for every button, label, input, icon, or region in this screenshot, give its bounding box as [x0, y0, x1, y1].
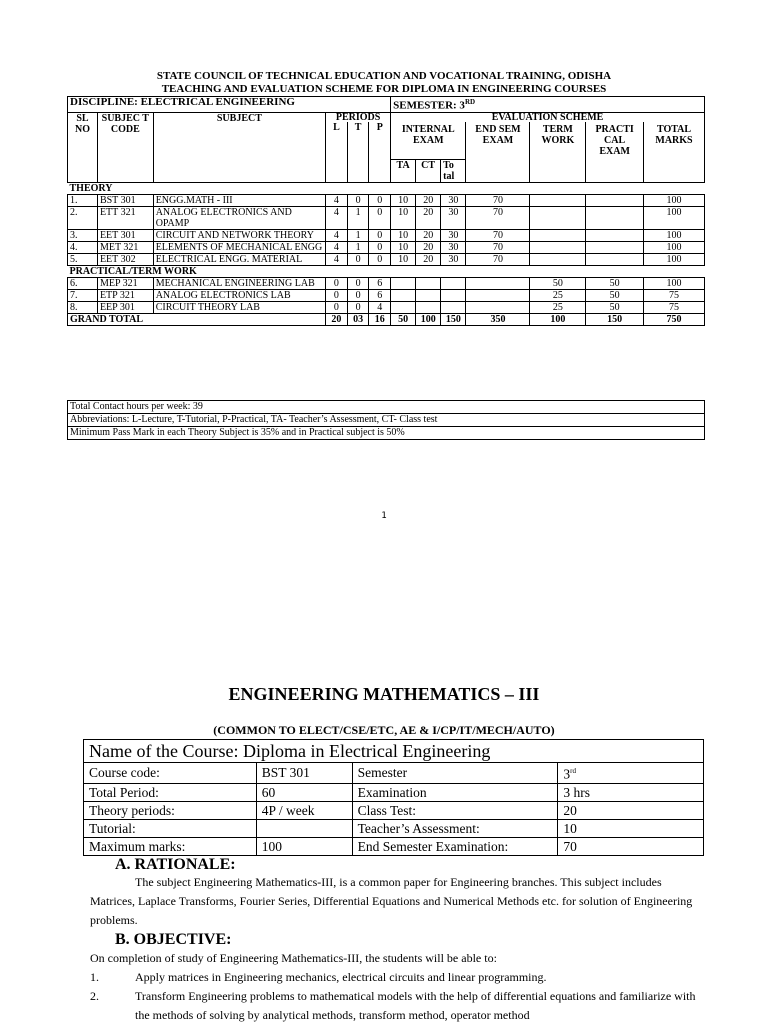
table-row [68, 289, 705, 301]
cell-end: 70 [466, 206, 530, 229]
cell-tot [441, 301, 466, 313]
cell-t: 0 [347, 253, 369, 265]
grand-t: 03 [347, 313, 369, 325]
cell-p: 0 [369, 194, 391, 206]
cell-tw [530, 253, 586, 265]
cell-t: 0 [347, 277, 369, 289]
cell-ta [391, 289, 416, 301]
cell-ct [416, 277, 441, 289]
col-sl-no: SL NO [68, 112, 98, 182]
cell-end: 70 [466, 241, 530, 253]
col-subject-code: SUBJEC T CODE [97, 112, 153, 182]
cell-p: 6 [369, 277, 391, 289]
col-total-marks: TOTAL MARKS [644, 122, 705, 183]
col-l: L [326, 122, 348, 183]
course-cell-v1 [256, 819, 352, 837]
table-row [68, 229, 705, 241]
cell-subject: ANALOG ELECTRONICS LAB [153, 289, 325, 301]
cell-sl: 6. [68, 277, 98, 289]
grand-total-label: GRAND TOTAL [68, 313, 326, 325]
course-cell-v2: 20 [558, 801, 704, 819]
practical-section-row [68, 265, 705, 277]
table-row [68, 194, 705, 206]
rationale-heading: A. RATIONALE: [115, 856, 236, 873]
course-info-row [84, 801, 704, 819]
header-line-1: STATE COUNCIL OF TECHNICAL EDUCATION AND VOCATIONAL TRAINING, ODISHA [156, 70, 612, 82]
cell-p: 6 [369, 289, 391, 301]
cell-tot: 30 [441, 229, 466, 241]
cell-subject: CIRCUIT THEORY LAB [153, 301, 325, 313]
cell-tw [530, 241, 586, 253]
cell-tot: 30 [441, 206, 466, 229]
col-term-work: TERM WORK [530, 122, 586, 183]
col-t: T [347, 122, 369, 183]
cell-end: 70 [466, 253, 530, 265]
course-name: Name of the Course: Diploma in Electrical Engineering [84, 740, 704, 763]
course-cell-v2: 70 [558, 837, 704, 855]
cell-code: BST 301 [97, 194, 153, 206]
table-row [68, 206, 705, 229]
cell-pe: 50 [586, 277, 644, 289]
note-contact-hours: Total Contact hours per week: 39 [68, 401, 705, 414]
cell-ct: 20 [416, 206, 441, 229]
cell-l: 4 [326, 229, 348, 241]
cell-sl: 4. [68, 241, 98, 253]
course-cell-v1: BST 301 [256, 763, 352, 784]
table-row [68, 301, 705, 313]
course-cell-v2: 3rd [558, 763, 704, 784]
grand-end: 350 [466, 313, 530, 325]
cell-l: 0 [326, 301, 348, 313]
table-head-row [68, 112, 705, 122]
cell-end [466, 277, 530, 289]
cell-p: 4 [369, 301, 391, 313]
cell-ta [391, 277, 416, 289]
cell-t: 0 [347, 301, 369, 313]
cell-sl: 3. [68, 229, 98, 241]
grand-total-row [68, 313, 705, 325]
cell-sl: 2. [68, 206, 98, 229]
cell-l: 0 [326, 289, 348, 301]
course-cell-k2: End Semester Examination: [352, 837, 558, 855]
cell-code: MET 321 [97, 241, 153, 253]
cell-ta: 10 [391, 206, 416, 229]
discipline-row [68, 97, 705, 113]
cell-pe [586, 253, 644, 265]
cell-ct [416, 289, 441, 301]
cell-ct: 20 [416, 229, 441, 241]
cell-code: ETT 321 [97, 206, 153, 229]
cell-l: 4 [326, 206, 348, 229]
cell-code: ETP 321 [97, 289, 153, 301]
grand-tot: 150 [441, 313, 466, 325]
grand-ct: 100 [416, 313, 441, 325]
grand-total: 750 [644, 313, 705, 325]
cell-pe [586, 206, 644, 229]
course-cell-k2: Semester [352, 763, 558, 784]
note-abbreviations: Abbreviations: L-Lecture, T-Tutorial, P-Practical, TA- Teacher’s Assessment, CT- Class test [68, 414, 705, 427]
objective-item-number: 1. [90, 970, 99, 984]
course-info-row [84, 837, 704, 855]
cell-p: 0 [369, 253, 391, 265]
cell-total: 100 [644, 277, 705, 289]
course-info-table [83, 739, 704, 856]
cell-ta: 10 [391, 253, 416, 265]
cell-code: EET 302 [97, 253, 153, 265]
cell-code: EEP 301 [97, 301, 153, 313]
cell-p: 0 [369, 206, 391, 229]
cell-total: 100 [644, 253, 705, 265]
cell-subject: ELECTRICAL ENGG. MATERIAL [153, 253, 325, 265]
theory-label: THEORY [68, 182, 705, 194]
grand-l: 20 [326, 313, 348, 325]
course-info-row [84, 819, 704, 837]
objective-item-text: Apply matrices in Engineering mechanics, electrical circuits and linear programming. [135, 970, 547, 984]
course-cell-k1: Course code: [84, 763, 257, 784]
course-cell-k2: Teacher’s Assessment: [352, 819, 558, 837]
cell-t: 0 [347, 194, 369, 206]
cell-end: 70 [466, 229, 530, 241]
note-pass-mark: Minimum Pass Mark in each Theory Subject is 35% and in Practical subject is 50% [68, 427, 705, 440]
cell-end: 70 [466, 194, 530, 206]
col-practical-exam: PRACTI CAL EXAM [586, 122, 644, 183]
cell-pe: 50 [586, 289, 644, 301]
col-internal-exam [391, 122, 466, 183]
cell-ta: 10 [391, 241, 416, 253]
cell-subject: ELEMENTS OF MECHANICAL ENGG [153, 241, 325, 253]
practical-label: PRACTICAL/TERM WORK [68, 265, 705, 277]
cell-total: 100 [644, 241, 705, 253]
cell-total: 100 [644, 229, 705, 241]
cell-ta: 10 [391, 194, 416, 206]
col-p: P [369, 122, 391, 183]
cell-sl: 8. [68, 301, 98, 313]
cell-subject: MECHANICAL ENGINEERING LAB [153, 277, 325, 289]
course-subtitle: (COMMON TO ELECT/CSE/ETC, AE & I/CP/IT/MECH/AUTO) [213, 723, 555, 737]
cell-ta: 10 [391, 229, 416, 241]
grand-p: 16 [369, 313, 391, 325]
cell-subject: ENGG.MATH - III [153, 194, 325, 206]
cell-tot: 30 [441, 241, 466, 253]
page-number: 1 [381, 511, 387, 521]
notes-table [67, 400, 705, 440]
course-cell-k2: Examination [352, 783, 558, 801]
course-cell-k1: Maximum marks: [84, 837, 257, 855]
theory-section-row [68, 182, 705, 194]
cell-p: 0 [369, 229, 391, 241]
cell-t: 0 [347, 289, 369, 301]
course-cell-k1: Total Period: [84, 783, 257, 801]
cell-sl: 7. [68, 289, 98, 301]
cell-tw [530, 229, 586, 241]
cell-t: 1 [347, 206, 369, 229]
cell-t: 1 [347, 241, 369, 253]
col-evaluation-scheme: EVALUATION SCHEME [391, 112, 705, 122]
cell-subject: CIRCUIT AND NETWORK THEORY [153, 229, 325, 241]
objective-item-text: Transform Engineering problems to mathematical models with the help of differential equations and familiarize with the methods of solving by analytical methods, transform method, operator method [135, 989, 696, 1022]
cell-ct: 20 [416, 194, 441, 206]
cell-subject: ANALOG ELECTRONICS AND OPAMP [153, 206, 325, 229]
cell-total: 100 [644, 206, 705, 229]
cell-total: 75 [644, 289, 705, 301]
cell-p: 0 [369, 241, 391, 253]
cell-ct: 20 [416, 253, 441, 265]
cell-total: 75 [644, 301, 705, 313]
header-line-2: TEACHING AND EVALUATION SCHEME FOR DIPLOMA IN ENGINEERING COURSES [161, 83, 607, 95]
discipline-label: DISCIPLINE: ELECTRICAL ENGINEERING [68, 97, 391, 113]
cell-sl: 5. [68, 253, 98, 265]
evaluation-scheme-table [67, 96, 705, 326]
col-end-sem: END SEM EXAM [466, 122, 530, 183]
course-cell-v1: 4P / week [256, 801, 352, 819]
course-cell-k1: Theory periods: [84, 801, 257, 819]
cell-l: 4 [326, 253, 348, 265]
cell-pe [586, 241, 644, 253]
course-cell-v2: 3 hrs [558, 783, 704, 801]
cell-tw [530, 206, 586, 229]
cell-tw [530, 194, 586, 206]
cell-code: EET 301 [97, 229, 153, 241]
cell-total: 100 [644, 194, 705, 206]
course-info-row [84, 783, 704, 801]
col-ta: TA [391, 160, 416, 182]
course-cell-k1: Tutorial: [84, 819, 257, 837]
col-ct: CT [416, 160, 441, 182]
table-row [68, 277, 705, 289]
internal-exam-label: INTERNAL EXAM [401, 123, 455, 146]
grand-pe: 150 [586, 313, 644, 325]
objective-item-number: 2. [90, 989, 99, 1003]
cell-l: 0 [326, 277, 348, 289]
grand-tw: 100 [530, 313, 586, 325]
course-cell-v2: 10 [558, 819, 704, 837]
course-cell-v1: 100 [256, 837, 352, 855]
course-info-row [84, 763, 704, 784]
table-row [68, 253, 705, 265]
grand-ta: 50 [391, 313, 416, 325]
cell-ct: 20 [416, 241, 441, 253]
cell-pe [586, 229, 644, 241]
cell-tw: 25 [530, 289, 586, 301]
col-subject: SUBJECT [153, 112, 325, 182]
cell-ct [416, 301, 441, 313]
cell-l: 4 [326, 241, 348, 253]
cell-tw: 25 [530, 301, 586, 313]
course-title: ENGINEERING MATHEMATICS – III [228, 684, 540, 704]
cell-pe: 50 [586, 301, 644, 313]
objective-heading: B. OBJECTIVE: [115, 931, 232, 948]
cell-tot: 30 [441, 194, 466, 206]
rationale-text: The subject Engineering Mathematics-III, is a common paper for Engineering branches. This subject includes Matrices, Laplace Transforms, Fourier Series, Differential Equations and Numerical Methods etc. for solution of Engineering problems. [90, 875, 693, 927]
cell-end [466, 289, 530, 301]
table-row [68, 241, 705, 253]
cell-l: 4 [326, 194, 348, 206]
objective-intro: On completion of study of Engineering Mathematics-III, the students will be able to: [90, 951, 497, 965]
cell-pe [586, 194, 644, 206]
semester-label: SEMESTER: 3RD [391, 97, 705, 113]
cell-sl: 1. [68, 194, 98, 206]
cell-end [466, 301, 530, 313]
col-total-internal: To tal [443, 159, 455, 182]
cell-tw: 50 [530, 277, 586, 289]
cell-code: MEP 321 [97, 277, 153, 289]
cell-tot: 30 [441, 253, 466, 265]
course-cell-v1: 60 [256, 783, 352, 801]
course-cell-k2: Class Test: [352, 801, 558, 819]
cell-tot [441, 289, 466, 301]
cell-t: 1 [347, 229, 369, 241]
col-periods: PERIODS [326, 112, 391, 122]
cell-ta [391, 301, 416, 313]
cell-tot [441, 277, 466, 289]
